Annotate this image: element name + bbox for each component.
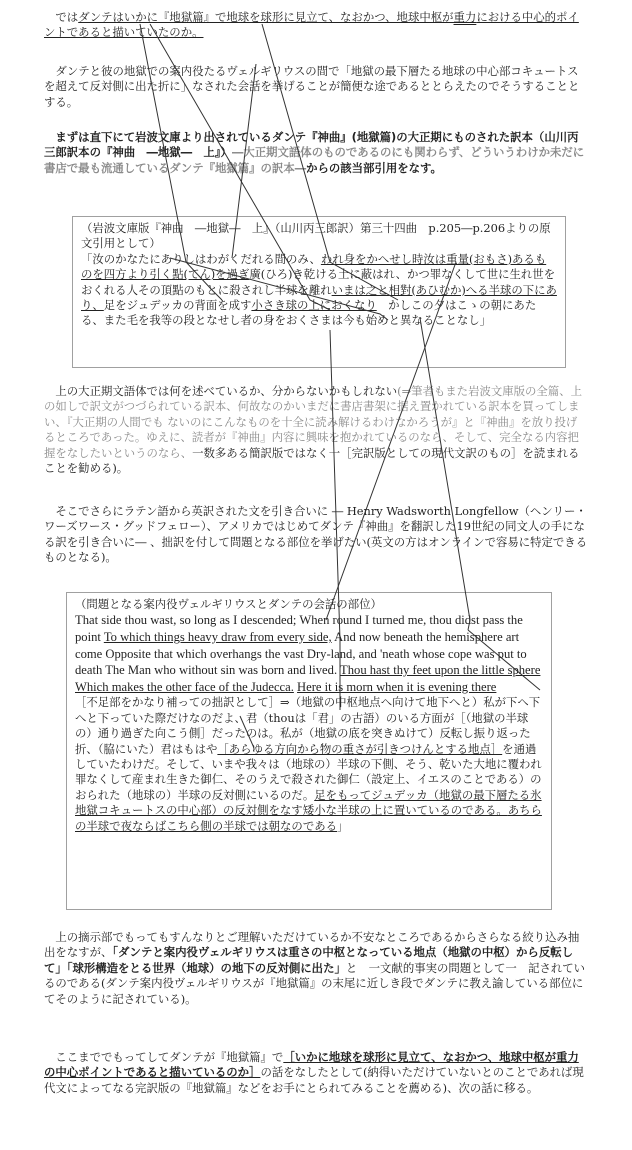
source-intro-paragraph: まずは直下にて岩波文庫より出されているダンテ『神曲』(地獄篇)の大正期にものされた訳本（山川丙三郎訳本の『神曲 ―地獄― 上』）―大正期文語体のものであるのにも関わらず、どういうわけか未だに書店で最も流通しているダンテ『地獄篇』の訳本―からの該当部引用をなす。 (44, 130, 585, 175)
closing-paragraph: ここまででもってしてダンテが『地獄篇』で［いかに地球を球形に見立て、なおかつ、地球中枢が重力の中心ポイントであると描いているのか］の話をなしたとして(納得いただけていないとのことであれば現代文によってなる完訳版の『地獄篇』などをお手にとられてみることを薦める)、次の話に移る。 (44, 1050, 584, 1095)
intro-question: ではダンテはいかに『地獄篇』で地球を球形に見立て、なおかつ、地球中枢が重力における中心的ポイントであると描いていたのか。 (44, 10, 579, 40)
comment-paragraph: 上の大正期文語体では何を述べているか、分からないかもしれない(⇒筆者もまた岩波文庫版の全篇、上の如しで訳文がつづられている訳本、何故なのかいまだに書店書架に据え置かれている訳本を買ってしまい、『大正期の人間でも ないのにこんなものを十全に読み解けるわけなかろうが』と『神曲』を放り投げるところであった。ゆえに、読者が『神曲』内容に興味を抱かれているのなら、そして、完全なる内容把握をなしたいというのなら、一数多ある簡訳版ではなく一［完訳版としての現代文訳のもの］を読まれることを勧める)。 (44, 384, 582, 476)
quote-box-body: 「汝のかなたにありしはわがくだれる間のみ、われ身をかへせし時汝は重量(おもさ)あるものを四方より引く點(てん)を過ぎ廣(ひろ)き乾ける土に蔽はれ、かつ罪なくして世に生れ世をおくれる人その頂點のもとに殺されし半球を離れいまは之と相對(あひむか)へる半球の下にあり、足をジュデッカの背面を成す小さき球の上におくなり かしこの夕はこゝの朝にあたる、また毛を我等の段となせし者の身をおくさまは今も始めと異なることなし」 (81, 251, 557, 328)
quote-box-longfellow (66, 592, 552, 910)
english-quote: That side thou wast, so long as I descended; When round I turned me, thou didst pass the point To which things heavy draw from every side, And now beneath the hemisphere art come Opposite that which overhangs the vast Dry-land, and 'neath whose cope was put to death The Man who without sin was born and lived. Thou hast thy feet upon the little sphere Which makes the other face of the Judecca. Here it is morn when it is evening there (75, 613, 541, 694)
quote-box-header: （岩波文庫版『神曲 ―地獄― 上』（山川丙三郎訳）第三十四曲 p.205―p.206よりの原文引用として） (81, 221, 551, 251)
quote-box2-header: （問題となる案内役ヴェルギリウスとダンテの会話の部位） (75, 597, 382, 611)
japanese-translation: ［不足部をかなり補っての拙訳として］⇒（地獄の中枢地点へ向けて地下へと）私が下へ下へと下っていた際だけなのだよ、君（thouは「君」の古語）のいる方面が［（地獄の半球の）通り過ぎた向こう側］だったのは。私が（地獄の底を突きぬけて）反転し振り返った折、（脇にいた）君はもはや［あらゆる方向から物の重さが引きつけんとする地点］を通過していたわけだ。そして、いまや我々は（地球の）半球の下側、そう、乾いた大地に覆われ罪なくして産まれ生きた御仁、そのうえで殺された御仁（設定上、イエスのことである）のおられた（地球の）半球の反対側にいるのだ。足をもってジュデッカ（地獄の最下層たる氷地獄コキュートスの中心部）の反対側をなす矮小な半球の上に置いているのである。あちらの半球で夜ならばこちら側の半球では朝なのである」 (75, 695, 542, 833)
summary-paragraph: 上の摘示部でもってもすんなりとご理解いただけているか不安なところであるからさらなる絞り込み抽出をなすが、「ダンテと案内役ヴェルギリウスは重さの中枢となっている地点（地獄の中枢）から反転して」「球形構造をとる世界（地球）の地下の反対側に出た」と 一文献的事実の問題として一 記されているのである(ダンテ案内役ヴェルギリウスが『地獄篇』の末尾に近しき段でダンテに教え諭している部位にてそのように記されている)。 (44, 930, 586, 1006)
quote-box-iwanami (72, 216, 566, 368)
method-paragraph: ダンテと彼の地獄での案内役たるヴェルギリウスの間で「地獄の最下層たる地球の中心部コキュートスを超えて反対側に出た折に」なされた会話を挙げることが簡便な途であるととらえたのでそうすることとする。 (44, 64, 580, 109)
longfellow-paragraph: そこでさらにラテン語から英訳された文を引き合いに ― Henry Wadsworth Longfellow（ヘンリー・ワーズワース・グッドフェロー）、アメリカではじめてダンテ『神曲』を翻訳した19世紀の同文人の手になる訳を引き合いに― 、拙訳を付して問題となる部位を挙げたい(英文の方はオンラインで容易に特定できるものとなる)。 (44, 504, 588, 565)
